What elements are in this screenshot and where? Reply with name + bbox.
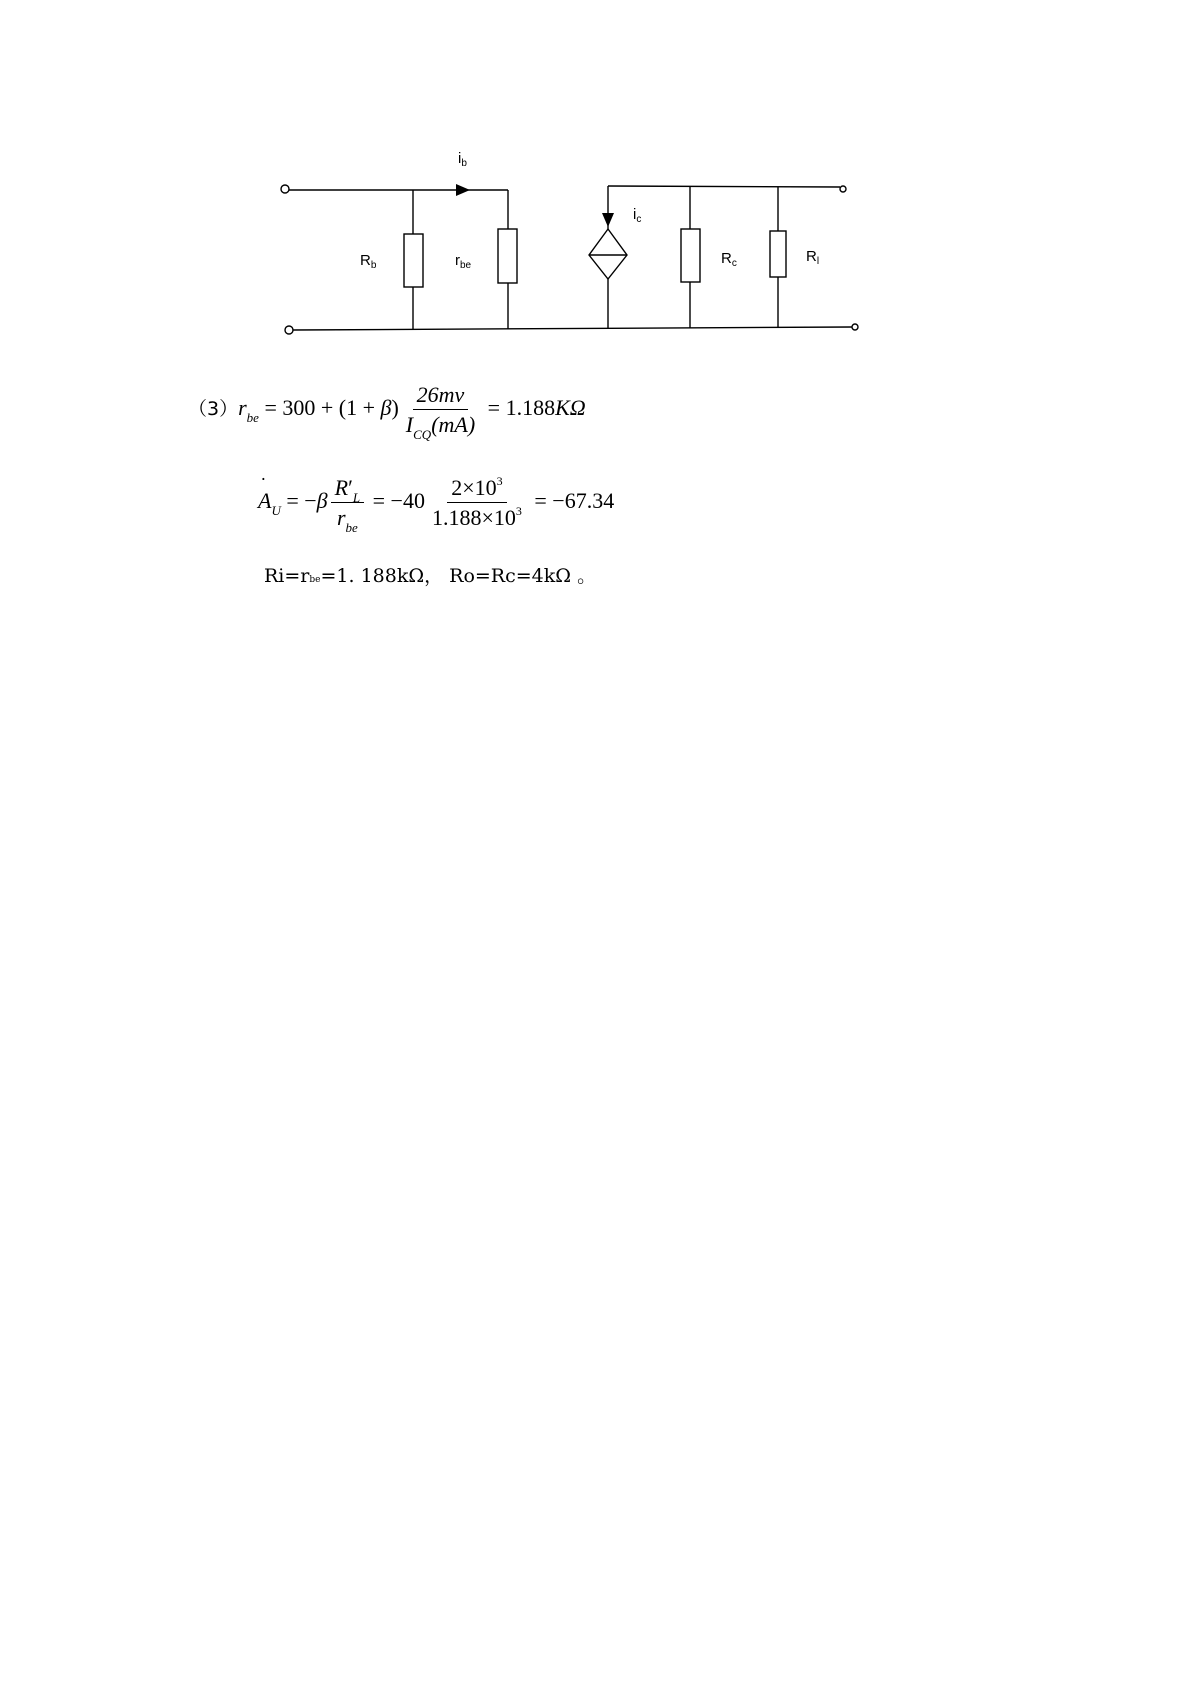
eq2-lhs: ˙ A: [258, 490, 271, 512]
resistor-rl: [770, 231, 786, 277]
line3-part1: Ri=r: [264, 565, 310, 587]
ib-arrow: [456, 184, 470, 196]
eq1-numerator: 26mv: [413, 384, 469, 410]
input-terminal-top: [281, 185, 289, 193]
eq2-mid: = −40: [367, 488, 425, 514]
label-rb: $R_b$: [360, 252, 377, 271]
input-terminal-bottom: [285, 326, 293, 334]
eq1-lhs-sub: be: [246, 410, 259, 426]
eq1-part1: = 300 + (1 +: [258, 395, 381, 421]
eq2-beta: β: [316, 488, 328, 514]
input-output-resistance-line: [264, 561, 596, 588]
eq2-fraction1: [331, 475, 365, 535]
equation-rbe: [188, 382, 586, 442]
resistor-rbe: [498, 229, 517, 283]
eq1-beta: β: [380, 395, 392, 421]
eq2-denominator2: $1.188\times 10^3$: [431, 504, 522, 530]
eq2-lhs-sub: U: [271, 503, 281, 519]
label-rc: $R_c$: [721, 250, 737, 269]
label-rbe: $r_{be}$: [455, 252, 472, 271]
output-terminal-bottom: [852, 324, 858, 330]
wire-output-top: [608, 186, 840, 187]
resistor-rc: [681, 229, 700, 282]
eq2-result: = −67.34: [528, 488, 615, 514]
eq1-result: = 1.188: [482, 395, 556, 421]
eq2-fraction2: [428, 474, 526, 530]
equation-gain: [258, 474, 615, 535]
eq1-part2: ): [391, 395, 399, 421]
ic-arrow: [602, 213, 614, 227]
item-number: （3）: [188, 398, 239, 421]
dependent-current-source: [589, 229, 627, 279]
eq1-unit: KΩ: [555, 395, 586, 421]
label-rl: $R_l$: [806, 248, 820, 267]
label-ic: $i_c$: [633, 206, 642, 225]
label-ib: $i_b$: [458, 150, 467, 169]
eq2-eq-minus: = −: [280, 488, 317, 514]
resistor-rb: [404, 234, 423, 287]
eq1-lhs: r: [238, 395, 247, 421]
eq2-numerator1: $R'_L$: [331, 477, 365, 503]
wire-bottom: [293, 327, 852, 330]
line3-part2: =1. 188kΩ， Ro=Rc=4kΩ 。: [320, 565, 597, 587]
eq2-denominator1: $r_{be}$: [336, 505, 358, 535]
eq1-denominator: $I_{CQ}(mA)$: [405, 412, 476, 442]
line3-sub: be: [309, 575, 321, 585]
eq2-numerator2: $2\times 10^3$: [447, 477, 506, 503]
output-terminal-top: [840, 186, 846, 192]
eq1-fraction: [402, 382, 479, 442]
